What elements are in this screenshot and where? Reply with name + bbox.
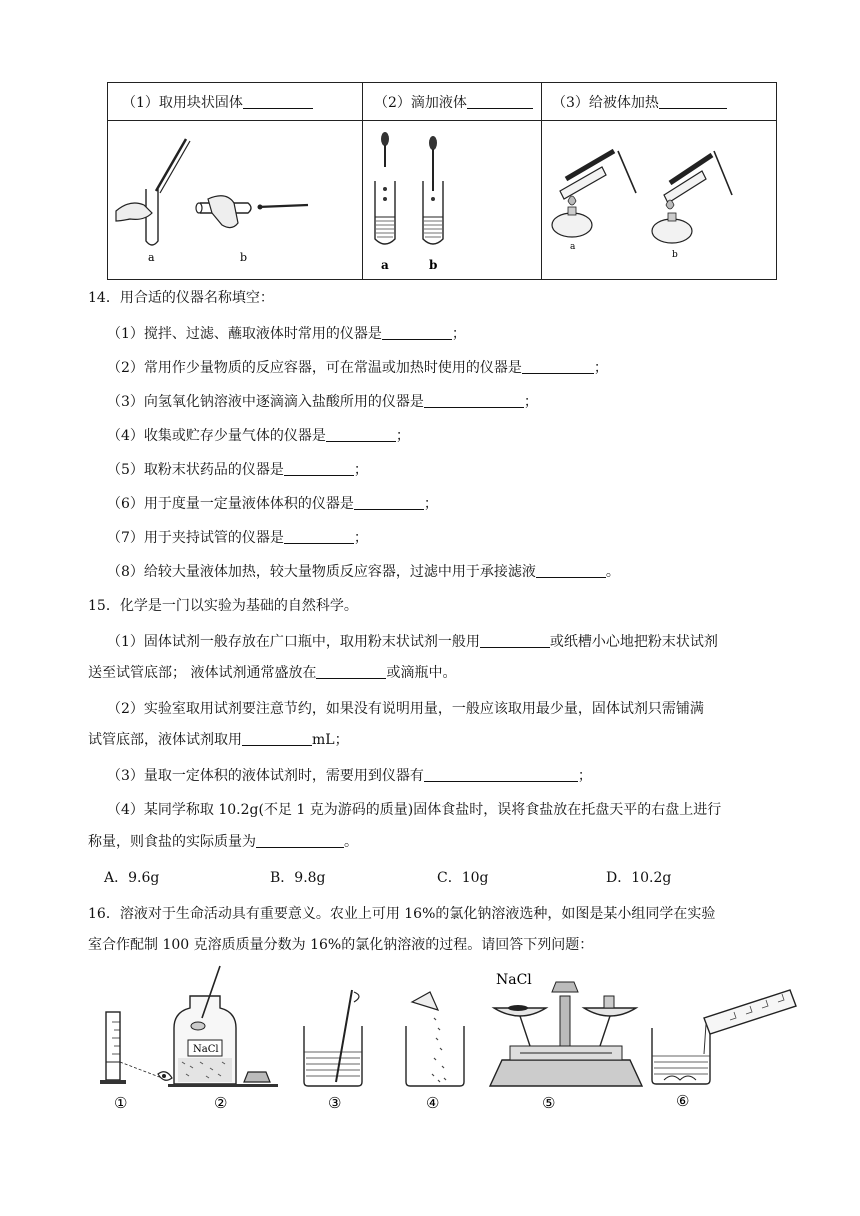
heating-illustration — [542, 121, 776, 279]
item-text: （4）收集或贮存少量气体的仪器是 — [107, 428, 326, 444]
item-text: （1）搅拌、过滤、蘸取液体时常用的仪器是 — [107, 326, 382, 342]
answer-blank[interactable] — [284, 529, 354, 544]
answer-blank[interactable] — [243, 94, 313, 109]
liquid-b — [424, 221, 442, 237]
label-a: a — [570, 242, 576, 252]
drop-icon — [431, 197, 435, 201]
step-3-stirring-beaker — [304, 990, 362, 1086]
answer-blank[interactable] — [522, 359, 594, 374]
experiment-table — [107, 82, 777, 280]
item-text: （8）给较大量液体加热，较大量物质反应容器，过滤中用于承接滤液 — [107, 564, 536, 580]
weight-icon — [604, 996, 614, 1008]
tilted-cylinder — [704, 990, 796, 1034]
item-text: （7）用于夹持试管的仪器是 — [107, 530, 284, 546]
step-3-label: ③ — [328, 1094, 342, 1112]
alcohol-lamp-b — [652, 219, 692, 243]
stopper-icon — [244, 1072, 270, 1082]
table-header-2-text: （2）滴加液体 — [374, 95, 467, 111]
solid-handling-illustration — [108, 121, 362, 279]
nacl-label: NaCl — [496, 972, 532, 988]
item-text: （5）取粉末状药品的仪器是 — [107, 462, 284, 478]
part-text: mL； — [312, 732, 349, 748]
dropper-illustration — [363, 121, 541, 279]
question-15-part-2-line-2 — [88, 730, 349, 750]
lamp-neck-b — [668, 213, 676, 221]
part-text: 送至试管底部； 液体试剂通常盛放在 — [88, 665, 317, 681]
label-a: a — [381, 258, 389, 272]
question-15-part-1-line-1 — [107, 632, 718, 652]
step-2-reagent-bottle — [168, 966, 278, 1087]
item-end: ； — [593, 360, 608, 376]
question-15-part-1-line-2 — [88, 663, 456, 683]
tweezers-a-arm — [160, 141, 190, 193]
label-a: a — [148, 251, 155, 264]
label-b: b — [672, 250, 678, 260]
part-text: 或纸槽小心地把粉末状试剂 — [549, 634, 718, 650]
rotate-arrow-icon — [354, 992, 359, 1002]
answer-blank[interactable] — [316, 664, 386, 679]
item-end: ； — [423, 496, 438, 512]
question-14-item-8 — [107, 562, 620, 582]
holder-handle-a — [618, 151, 636, 193]
drop-icon — [383, 197, 387, 201]
answer-blank[interactable] — [424, 767, 578, 782]
part-text: （1）固体试剂一般存放在广口瓶中，取用粉末状试剂一般用 — [107, 634, 480, 650]
tweezers-a — [156, 139, 186, 191]
choice-b[interactable]: B．9.8g — [270, 870, 326, 886]
choice-a[interactable]: A．9.6g — [104, 870, 160, 886]
question-15-part-2-line-1: （2）实验室取用试剂要注意节约，如果没有说明用量，一般应该取用最少量，固体试剂只需铺满 — [107, 701, 704, 717]
salt-pile-icon — [508, 1005, 528, 1011]
step-5-label: ⑤ — [542, 1094, 556, 1112]
dropper-bulb-a — [381, 132, 389, 146]
question-14-title: 14．用合适的仪器名称填空： — [88, 290, 274, 306]
step-1-label: ① — [114, 1094, 128, 1112]
table-header-1-text: （1）取用块状固体 — [122, 95, 243, 111]
choice-c[interactable]: C．10g — [437, 870, 489, 886]
item-text: （2）常用作少量物质的反应容器，可在常温或加热时使用的仪器是 — [107, 360, 522, 376]
item-text: （6）用于度量一定量液体体积的仪器是 — [107, 496, 354, 512]
test-tube-b-mouth — [196, 203, 202, 213]
solid-lump-icon — [258, 205, 263, 210]
part-text: ； — [577, 768, 592, 784]
step-4-label: ④ — [426, 1094, 440, 1112]
part-text: 。 — [344, 834, 358, 850]
step-5-balance — [490, 982, 642, 1086]
dropper-bulb-b — [429, 136, 437, 150]
paper-icon — [412, 992, 438, 1010]
hand-b — [208, 196, 238, 228]
question-15-part-3 — [107, 766, 592, 786]
question-14-item-6 — [107, 494, 438, 514]
lamp-neck-a — [568, 207, 576, 215]
answer-blank[interactable] — [536, 563, 606, 578]
solution-preparation-illustration — [90, 962, 810, 1122]
item-end: 。 — [605, 564, 620, 580]
question-15-title: 15．化学是一门以实验为基础的自然科学。 — [88, 598, 358, 614]
answer-blank[interactable] — [424, 393, 524, 408]
liquid-a — [376, 221, 394, 237]
question-14-item-7 — [107, 528, 368, 548]
answer-blank[interactable] — [256, 833, 344, 848]
step-6-label: ⑥ — [676, 1092, 690, 1110]
flame-icon — [568, 196, 576, 205]
part-text: 试管底部，液体试剂取用 — [88, 732, 242, 748]
question-14-item-3 — [107, 392, 538, 412]
item-end: ； — [451, 326, 466, 342]
step-4-adding-solid — [406, 992, 464, 1086]
question-15-part-4-line-1: （4）某同学称取 10.2g(不足 1 克为游码的质量)固体食盐时，误将食盐放在托盘天平的右盘上进行 — [107, 802, 722, 818]
step-2-label: ② — [214, 1094, 228, 1112]
label-b: b — [240, 251, 248, 264]
question-15-part-4-line-2 — [88, 832, 358, 852]
choice-d[interactable]: D．10.2g — [606, 870, 672, 886]
answer-blank[interactable] — [480, 633, 550, 648]
item-end: ； — [395, 428, 410, 444]
label-b: b — [429, 258, 438, 272]
question-14-item-4 — [107, 426, 410, 446]
part-text: （3）量取一定体积的液体试剂时，需要用到仪器有 — [107, 768, 424, 784]
question-16-line-2: 室合作配制 100 克溶质质量分数为 16%的氯化钠溶液的过程。请回答下列问题： — [88, 937, 594, 953]
answer-blank[interactable] — [326, 427, 396, 442]
holder-handle-b — [714, 151, 732, 195]
item-end: ； — [353, 462, 368, 478]
item-end: ； — [523, 394, 538, 410]
alcohol-lamp-a — [552, 213, 592, 237]
answer-blank[interactable] — [242, 731, 312, 746]
test-tube-a — [146, 189, 158, 245]
drop-icon — [383, 187, 387, 191]
table-header-3 — [552, 92, 727, 112]
answer-blank[interactable] — [354, 495, 424, 510]
item-end: ； — [353, 530, 368, 546]
question-16-line-1: 16．溶液对于生命活动具有重要意义。农业上可用 16%的氯化钠溶液选种，如图是某小组同学在实验 — [88, 906, 716, 922]
part-text: 称量，则食盐的实际质量为 — [88, 834, 256, 850]
table-header-1 — [122, 92, 313, 112]
item-text: （3）向氢氧化钠溶液中逐滴滴入盐酸所用的仪器是 — [107, 394, 424, 410]
step-6-pouring-water — [652, 990, 796, 1084]
bottle-label-text: NaCl — [193, 1044, 219, 1055]
question-14-item-2 — [107, 358, 608, 378]
answer-blank[interactable] — [467, 94, 533, 109]
table-header-3-text: （3）给被体加热 — [552, 95, 659, 111]
answer-blank[interactable] — [382, 325, 452, 340]
answer-blank[interactable] — [659, 94, 727, 109]
question-14-item-5 — [107, 460, 368, 480]
step-1-measuring-cylinder — [100, 1012, 172, 1084]
question-14-item-1 — [107, 324, 466, 344]
tweezers-b — [258, 205, 308, 207]
table-header-2 — [374, 92, 533, 112]
part-text: 或滴瓶中。 — [386, 665, 457, 681]
answer-blank[interactable] — [284, 461, 354, 476]
